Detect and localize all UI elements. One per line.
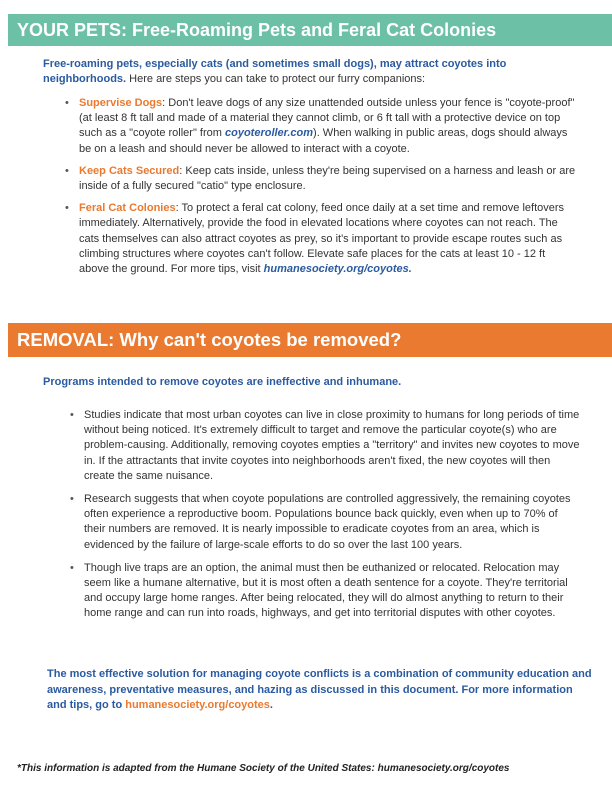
- pet-tips-list: [65, 96, 576, 284]
- section-header-pets: [8, 14, 612, 46]
- removal-subhead: Programs intended to remove coyotes are ineffective and inhumane.: [43, 376, 402, 388]
- tip-text-end: ). When walking in public areas, dogs should always be on a leash and should never be allowed to interact with a coyote.: [79, 127, 568, 155]
- list-item: [65, 164, 576, 194]
- list-item: [65, 96, 576, 157]
- intro-lead: Free-roaming pets, especially cats (and sometimes small dogs), may attract coyotes into neighborhoods.: [43, 58, 507, 85]
- reason-text: Though live traps are an option, the animal must then be euthanized or relocated. Relocation may seem like a humane alternative, but it is most often a death sentence for a coyote. They're territorial and occupy large home ranges. After being relocated, they will do almost anything to return to their home range and can run into roads, highways, and get into territorial disputes with other coyotes.: [84, 561, 568, 620]
- tip-keyword: Supervise Dogs: [79, 97, 163, 109]
- reason-text: Research suggests that when coyote populations are controlled aggressively, the remaining coyotes often experience a reproductive boom. Populations bounce back quickly, even when up to 70% of their numbers are removed. It is nearly impossible to eradicate coyotes from an area, which is evidenced by the failure of large-scale efforts to do so over the last 100 years.: [84, 493, 571, 551]
- bullet-icon: •: [65, 202, 69, 215]
- section-title: YOUR PETS: Free-Roaming Pets and Feral Cat Colonies: [17, 19, 497, 40]
- tip-text: : Keep cats inside, unless they're being supervised on a harness and leash or are inside of a fully secured "catio" type enclosure.: [79, 164, 576, 193]
- bullet-icon: •: [65, 164, 69, 177]
- intro-paragraph: [43, 57, 576, 87]
- source-footnote: *This information is adapted from the Humane Society of the United States: humanesociety.org/coyotes: [17, 763, 510, 774]
- bullet-icon: •: [70, 561, 74, 574]
- bullet-icon: •: [70, 409, 74, 421]
- section-title: REMOVAL: Why can't coyotes be removed?: [17, 329, 402, 350]
- humanesociety-closing-link[interactable]: humanesociety.org/coyotes: [125, 699, 270, 711]
- list-item: [70, 561, 580, 622]
- list-item: [70, 492, 580, 553]
- bullet-icon: •: [65, 97, 69, 109]
- closing-text: The most effective solution for managing coyote conflicts is a combination of community education and awareness, preventative measures, and hazing as discussed in this document. For more information and tips, go to: [47, 668, 592, 711]
- bullet-icon: •: [70, 493, 74, 506]
- tip-keyword: Feral Cat Colonies: [79, 202, 176, 215]
- tip-text: : Don't leave dogs of any size unattended outside unless your fence is "coyote-proof" (at least 8 ft tall and made of a material they cannot climb, or 6 ft tall with a protective device on top such as a "coyote roller" from: [79, 97, 575, 140]
- removal-reasons-list: [70, 408, 580, 630]
- intro-rest: Here are steps you can take to protect our furry companions:: [126, 73, 426, 85]
- list-item: [70, 408, 580, 484]
- list-item: [65, 201, 576, 277]
- section-header-removal: [8, 323, 612, 357]
- humanesociety-link[interactable]: humanesociety.org/coyotes.: [263, 263, 412, 276]
- closing-paragraph: [47, 667, 594, 714]
- reason-text: Studies indicate that most urban coyotes can live in close proximity to humans for long periods of time without being noticed. It's extremely difficult to target and remove the particular coyote(s) who are problem-causing. Additionally, removing coyotes empties a "territory" and invites new coyotes to move in. If the attractants that invite coyotes into neighborhoods aren't fixed, the new coyotes will then create the same nuisance.: [84, 409, 580, 482]
- coyoteroller-link[interactable]: coyoteroller.com: [224, 127, 314, 140]
- tip-text: : To protect a feral cat colony, feed once daily at a set time and remove leftovers immediately. Alternatively, provide the food in elevated locations where coyotes can not reach. The cats themselves can also attract coyotes as prey, so it's important to provide escape routes such as climbing structures where coyotes can't follow. Elevate safe places for the cats at least 10 - 12 ft above the ground. For more tips, visit: [79, 202, 565, 276]
- tip-keyword: Keep Cats Secured: [79, 164, 180, 177]
- closing-end: .: [269, 699, 273, 711]
